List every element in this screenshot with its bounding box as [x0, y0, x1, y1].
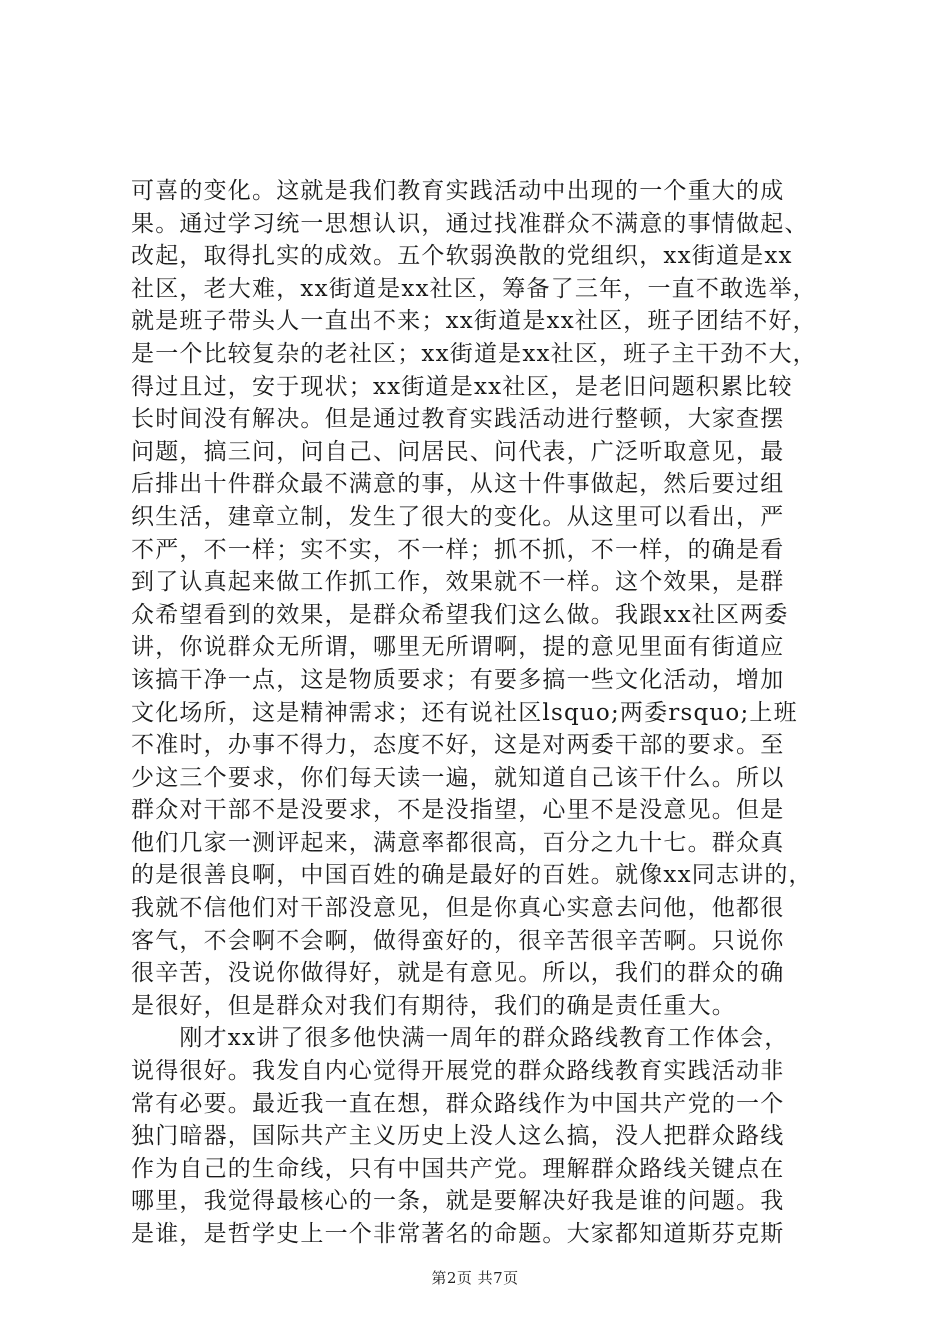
text-line: 长时间没有解决。但是通过教育实践活动进行整顿，大家查摆	[131, 406, 785, 433]
page-footer: 第2页 共7页	[431, 1269, 519, 1287]
text-line: 不准时，办事不得力，态度不好，这是对两委干部的要求。至	[131, 732, 785, 759]
text-line: 织生活，建章立制，发生了很大的变化。从这里可以看出，严	[131, 503, 785, 530]
text-line: 我就不信他们对干部没意见，但是你真心实意去问他，他都很	[131, 895, 785, 922]
text-line: 该搞干净一点，这是物质要求；有要多搞一些文化活动，增加	[131, 666, 785, 693]
text-line: 是一个比较复杂的老社区；xx街道是xx社区，班子主干劲不大，	[131, 340, 817, 367]
text-line: 社区，老大难，xx街道是xx社区，筹备了三年，一直不敢选举，	[131, 275, 817, 302]
text-line: 问题，搞三问，问自己、问居民、问代表，广泛听取意见，最	[131, 438, 785, 465]
text-line: 众希望看到的效果，是群众希望我们这么做。我跟xx社区两委	[131, 601, 789, 628]
text-line: 他们几家一测评起来，满意率都很高，百分之九十七。群众真	[131, 829, 785, 856]
body-text	[131, 175, 831, 1251]
text-line: 是很好，但是群众对我们有期待，我们的确是责任重大。	[131, 992, 736, 1019]
text-line: 讲，你说群众无所谓，哪里无所谓啊，提的意见里面有街道应	[131, 634, 785, 661]
text-line: 群众对干部不是没要求，不是没指望，心里不是没意见。但是	[131, 797, 785, 824]
text-line: 到了认真起来做工作抓工作，效果就不一样。这个效果，是群	[131, 569, 785, 596]
text-line: 常有必要。最近我一直在想，群众路线作为中国共产党的一个	[131, 1090, 785, 1117]
text-line: 改起，取得扎实的成效。五个软弱涣散的党组织，xx街道是xx	[131, 243, 793, 270]
text-line: 独门暗器，国际共产主义历史上没人这么搞，没人把群众路线	[131, 1123, 785, 1150]
text-line: 刚才xx讲了很多他快满一周年的群众路线教育工作体会，	[131, 1025, 789, 1052]
text-line: 文化场所，这是精神需求；还有说社区lsquo;两委rsquo;上班	[131, 699, 798, 726]
text-line: 果。通过学习统一思想认识，通过找准群众不满意的事情做起、	[131, 210, 809, 237]
text-line: 作为自己的生命线，只有中国共产党。理解群众路线关键点在	[131, 1155, 785, 1182]
text-line: 很辛苦，没说你做得好，就是有意见。所以，我们的群众的确	[131, 960, 785, 987]
text-line: 就是班子带头人一直出不来；xx街道是xx社区，班子团结不好，	[131, 308, 817, 335]
text-line: 可喜的变化。这就是我们教育实践活动中出现的一个重大的成	[131, 178, 785, 204]
text-line: 少这三个要求，你们每天读一遍，就知道自己该干什么。所以	[131, 764, 785, 791]
text-line: 客气，不会啊不会啊，做得蛮好的，很辛苦很辛苦啊。只说你	[131, 927, 785, 954]
text-line: 后排出十件群众最不满意的事，从这十件事做起，然后要过组	[131, 471, 785, 498]
text-line: 不严，不一样；实不实，不一样；抓不抓，不一样，的确是看	[131, 536, 785, 563]
text-line: 的是很善良啊，中国百姓的确是最好的百姓。就像xx同志讲的，	[131, 862, 813, 889]
text-line: 哪里，我觉得最核心的一条，就是要解决好我是谁的问题。我	[131, 1188, 785, 1215]
text-line: 得过且过，安于现状；xx街道是xx社区，是老旧问题积累比较	[131, 373, 793, 400]
text-line: 说得很好。我发自内心觉得开展党的群众路线教育实践活动非	[131, 1058, 785, 1085]
text-line: 是谁，是哲学史上一个非常著名的命题。大家都知道斯芬克斯	[131, 1221, 785, 1247]
